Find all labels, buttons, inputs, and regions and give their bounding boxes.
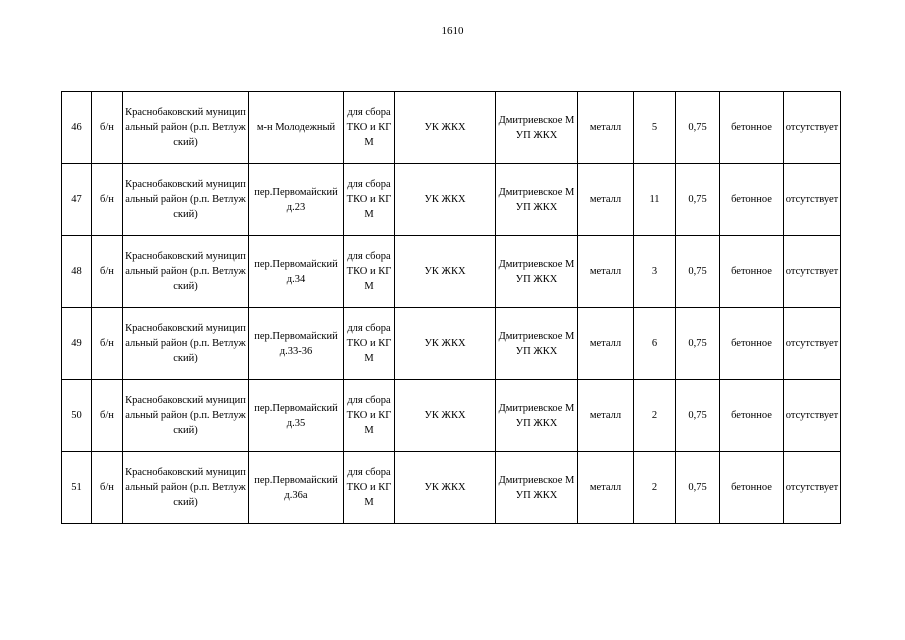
registry-number-cell: б/н — [92, 452, 123, 524]
container-count-cell: 3 — [634, 236, 676, 308]
row-number-cell: 51 — [62, 452, 92, 524]
fence-cell: отсутствует — [784, 452, 841, 524]
container-material-cell: металл — [578, 92, 634, 164]
table-row — [62, 380, 841, 452]
purpose-cell: для сбора ТКО и КГМ — [344, 452, 395, 524]
fence-cell: отсутствует — [784, 308, 841, 380]
address-cell: пер.Первомайский д.36а — [249, 452, 344, 524]
table-row — [62, 452, 841, 524]
container-material-cell: металл — [578, 452, 634, 524]
container-volume-cell: 0,75 — [676, 236, 720, 308]
row-number-cell: 50 — [62, 380, 92, 452]
operator-cell: УК ЖКХ — [395, 92, 496, 164]
purpose-cell: для сбора ТКО и КГМ — [344, 236, 395, 308]
operator-cell: УК ЖКХ — [395, 164, 496, 236]
owner-cell: Дмитриевское МУП ЖКХ — [496, 380, 578, 452]
address-cell: пер.Первомайский д.34 — [249, 236, 344, 308]
container-count-cell: 11 — [634, 164, 676, 236]
registry-number-cell: б/н — [92, 236, 123, 308]
container-volume-cell: 0,75 — [676, 452, 720, 524]
surface-cell: бетонное — [720, 308, 784, 380]
operator-cell: УК ЖКХ — [395, 308, 496, 380]
surface-cell: бетонное — [720, 452, 784, 524]
fence-cell: отсутствует — [784, 164, 841, 236]
table-row — [62, 164, 841, 236]
container-material-cell: металл — [578, 236, 634, 308]
operator-cell: УК ЖКХ — [395, 236, 496, 308]
container-volume-cell: 0,75 — [676, 308, 720, 380]
owner-cell: Дмитриевское МУП ЖКХ — [496, 308, 578, 380]
row-number-cell: 48 — [62, 236, 92, 308]
district-cell: Краснобаковский муниципальный район (р.п. Ветлужский) — [123, 452, 249, 524]
registry-number-cell: б/н — [92, 164, 123, 236]
purpose-cell: для сбора ТКО и КГМ — [344, 380, 395, 452]
address-cell: м-н Молодежный — [249, 92, 344, 164]
fence-cell: отсутствует — [784, 92, 841, 164]
address-cell: пер.Первомайский д.23 — [249, 164, 344, 236]
container-count-cell: 6 — [634, 308, 676, 380]
purpose-cell: для сбора ТКО и КГМ — [344, 92, 395, 164]
purpose-cell: для сбора ТКО и КГМ — [344, 308, 395, 380]
owner-cell: Дмитриевское МУП ЖКХ — [496, 92, 578, 164]
operator-cell: УК ЖКХ — [395, 380, 496, 452]
registry-number-cell: б/н — [92, 92, 123, 164]
table-row — [62, 92, 841, 164]
row-number-cell: 47 — [62, 164, 92, 236]
container-count-cell: 2 — [634, 380, 676, 452]
surface-cell: бетонное — [720, 92, 784, 164]
container-material-cell: металл — [578, 380, 634, 452]
purpose-cell: для сбора ТКО и КГМ — [344, 164, 395, 236]
container-count-cell: 2 — [634, 452, 676, 524]
container-count-cell: 5 — [634, 92, 676, 164]
registry-number-cell: б/н — [92, 308, 123, 380]
registry-number-cell: б/н — [92, 380, 123, 452]
container-material-cell: металл — [578, 308, 634, 380]
fence-cell: отсутствует — [784, 380, 841, 452]
page-number: 1610 — [441, 25, 464, 37]
district-cell: Краснобаковский муниципальный район (р.п. Ветлужский) — [123, 380, 249, 452]
district-cell: Краснобаковский муниципальный район (р.п. Ветлужский) — [123, 236, 249, 308]
surface-cell: бетонное — [720, 236, 784, 308]
owner-cell: Дмитриевское МУП ЖКХ — [496, 452, 578, 524]
registry-table — [61, 91, 841, 524]
container-material-cell: металл — [578, 164, 634, 236]
district-cell: Краснобаковский муниципальный район (р.п. Ветлужский) — [123, 308, 249, 380]
address-cell: пер.Первомайский д.35 — [249, 380, 344, 452]
row-number-cell: 49 — [62, 308, 92, 380]
container-volume-cell: 0,75 — [676, 164, 720, 236]
district-cell: Краснобаковский муниципальный район (р.п. Ветлужский) — [123, 92, 249, 164]
table-row — [62, 236, 841, 308]
district-cell: Краснобаковский муниципальный район (р.п. Ветлужский) — [123, 164, 249, 236]
table-body — [62, 92, 841, 524]
container-volume-cell: 0,75 — [676, 92, 720, 164]
container-volume-cell: 0,75 — [676, 380, 720, 452]
address-cell: пер.Первомайский д.33-36 — [249, 308, 344, 380]
row-number-cell: 46 — [62, 92, 92, 164]
operator-cell: УК ЖКХ — [395, 452, 496, 524]
owner-cell: Дмитриевское МУП ЖКХ — [496, 164, 578, 236]
owner-cell: Дмитриевское МУП ЖКХ — [496, 236, 578, 308]
surface-cell: бетонное — [720, 380, 784, 452]
table-row — [62, 308, 841, 380]
fence-cell: отсутствует — [784, 236, 841, 308]
surface-cell: бетонное — [720, 164, 784, 236]
